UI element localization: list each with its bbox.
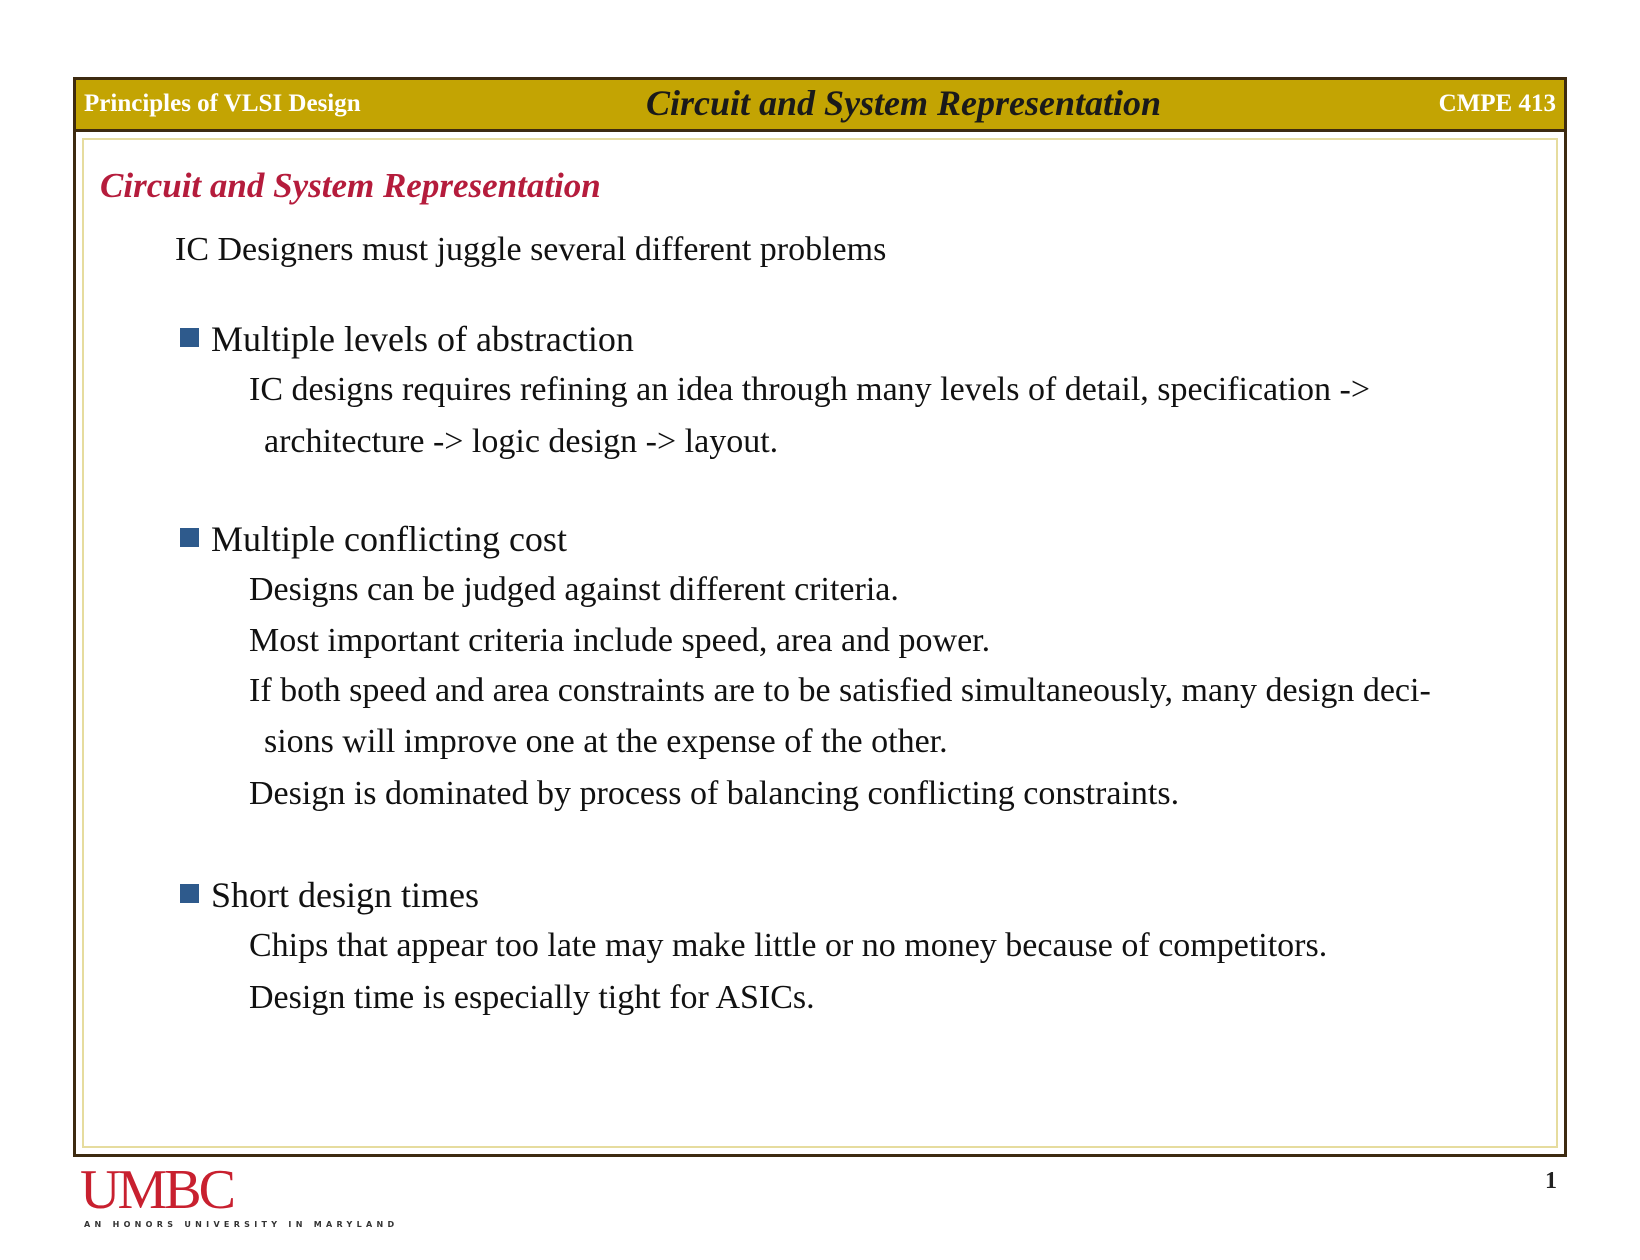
- square-bullet-icon: [180, 884, 199, 903]
- intro-text: IC Designers must juggle several different problems: [175, 231, 887, 268]
- course-name: Principles of VLSI Design: [84, 90, 361, 117]
- bullet-detail-continued: architecture -> logic design -> layout.: [264, 423, 779, 460]
- bullet-item: [180, 318, 634, 360]
- square-bullet-icon: [180, 328, 199, 347]
- slide-frame: [73, 77, 1567, 1157]
- bullet-detail: Designs can be judged against different criteria.: [249, 571, 899, 608]
- bullet-detail: Most important criteria include speed, area and power.: [249, 622, 991, 659]
- square-bullet-icon: [180, 528, 199, 547]
- bullet-detail: Design is dominated by process of balancing conflicting constraints.: [249, 775, 1180, 812]
- bullet-item: [180, 874, 479, 916]
- bullet-detail: Chips that appear too late may make little or no money because of competitors.: [249, 927, 1328, 964]
- bullet-detail: Design time is especially tight for ASICs.: [249, 979, 815, 1016]
- slide-title: Circuit and System Representation: [100, 166, 601, 205]
- bullet-heading: Multiple levels of abstraction: [211, 319, 634, 359]
- bullet-heading: Multiple conflicting cost: [211, 519, 567, 559]
- bullet-detail-continued: sions will improve one at the expense of the other.: [264, 723, 948, 760]
- bullet-heading: Short design times: [211, 875, 479, 915]
- logo-tagline: AN HONORS UNIVERSITY IN MARYLAND: [84, 1220, 399, 1229]
- course-code: CMPE 413: [1438, 90, 1556, 117]
- header-title: Circuit and System Representation: [646, 83, 1162, 123]
- bullet-item: [180, 518, 567, 560]
- bullet-detail: If both speed and area constraints are to be satisfied simultaneously, many design deci-: [249, 672, 1431, 709]
- header-bar: [76, 80, 1564, 132]
- umbc-logo: [80, 1159, 399, 1229]
- page-number: 1: [1545, 1168, 1557, 1194]
- bullet-detail: IC designs requires refining an idea through many levels of detail, specification ->: [249, 371, 1371, 408]
- logo-wordmark: UMBC: [80, 1159, 233, 1221]
